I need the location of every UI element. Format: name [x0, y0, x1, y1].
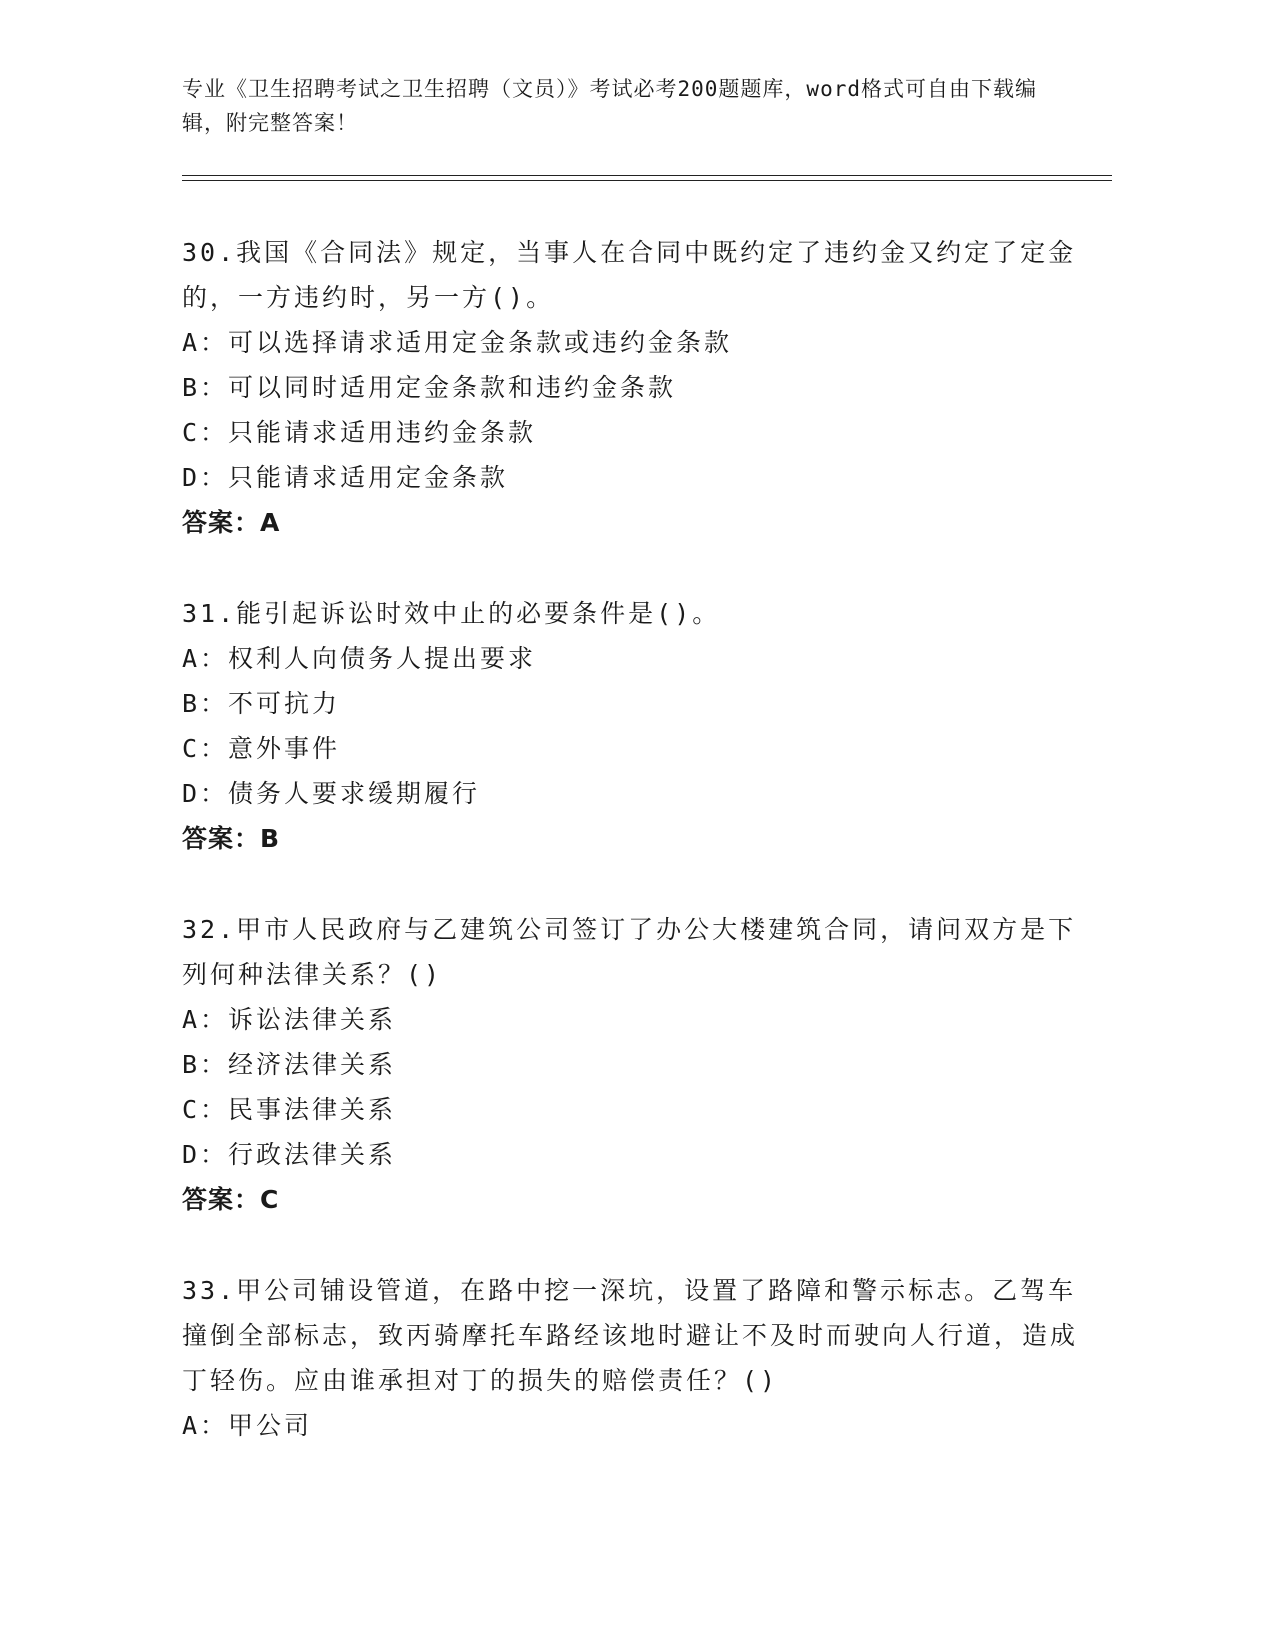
- option-c: C：只能请求适用违约金条款: [182, 418, 537, 447]
- option-b: B：可以同时适用定金条款和违约金条款: [182, 373, 677, 402]
- option-d: D：只能请求适用定金条款: [182, 463, 509, 492]
- question-text: 33.甲公司铺设管道，在路中挖一深坑，设置了路障和警示标志。乙驾车撞倒全部标志，致丙骑摩托车路经该地时避让不及时而驶向人行道，造成丁轻伤。应由谁承担对丁的损失的赔偿责任？(): [182, 1276, 1079, 1395]
- option-c: C：意外事件: [182, 734, 341, 763]
- option-d: D：行政法律关系: [182, 1140, 397, 1169]
- option-a: A：权利人向债务人提出要求: [182, 644, 537, 673]
- option-a: A：可以选择请求适用定金条款或违约金条款: [182, 328, 733, 357]
- question-32: [182, 907, 1082, 1222]
- option-a: A：甲公司: [182, 1411, 313, 1440]
- question-30: [182, 230, 1082, 545]
- option-c: C：民事法律关系: [182, 1095, 397, 1124]
- document-header: 专业《卫生招聘考试之卫生招聘（文员）》考试必考200题题库，word格式可自由下载编辑，附完整答案！: [182, 77, 1037, 135]
- question-list: [182, 230, 1082, 1494]
- option-d: D：债务人要求缓期履行: [182, 779, 481, 808]
- option-a: A：诉讼法律关系: [182, 1005, 397, 1034]
- option-b: B：不可抗力: [182, 689, 341, 718]
- answer-label: 答案：C: [182, 1185, 280, 1214]
- option-b: B：经济法律关系: [182, 1050, 397, 1079]
- question-text: 30.我国《合同法》规定，当事人在合同中既约定了违约金又约定了定金的，一方违约时，另一方()。: [182, 238, 1077, 312]
- question-33: [182, 1268, 1082, 1448]
- answer-label: 答案：A: [182, 508, 281, 537]
- header-divider-bottom: [182, 180, 1112, 181]
- question-31: [182, 591, 1082, 861]
- header-divider-top: [182, 175, 1112, 176]
- answer-label: 答案：B: [182, 824, 281, 853]
- question-text: 32.甲市人民政府与乙建筑公司签订了办公大楼建筑合同，请问双方是下列何种法律关系？(): [182, 915, 1077, 989]
- question-text: 31.能引起诉讼时效中止的必要条件是()。: [182, 599, 721, 628]
